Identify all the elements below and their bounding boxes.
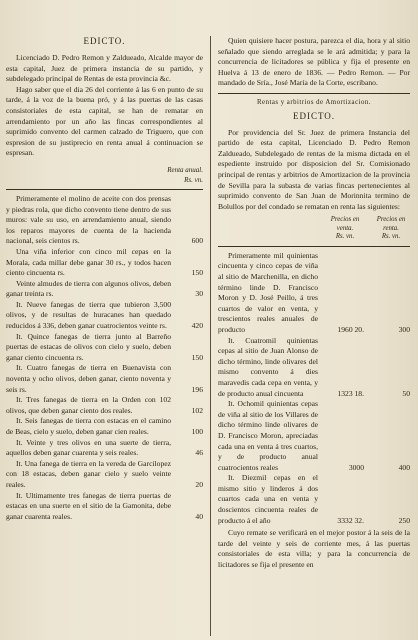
edict-title-left: EDICTO. bbox=[83, 36, 126, 46]
entry-venta-amount: 1960 20. bbox=[337, 324, 364, 334]
property-entry bbox=[218, 336, 410, 400]
auction-closing-paragraph: Cuyo remate se verificará en el mejor postor á la seis de la tarde del veinte y seis de corriente mes, á las puertas consistoriales de esta villa; y para la concurrencia de licitadores se fija el presente en bbox=[218, 528, 410, 570]
property-entry bbox=[218, 399, 410, 473]
entry-renta-amount: 400 bbox=[398, 462, 410, 472]
property-entry bbox=[6, 300, 203, 332]
property-entry bbox=[6, 491, 203, 523]
property-entry bbox=[6, 438, 203, 459]
auction-conditions-paragraph: Quien quisiere hacer postura, parezca el dia, hora y al sitio señalado que siendo arreglada se le ará admitida; y para la concurrencia de licitadores se pública y fija el presente en Huelva á 13 de enero de 1836. — Pedro Remon. — Por mandado de Sría., José María de la Corte, escribano. bbox=[218, 36, 410, 88]
entry-text: It. Ultimamente tres fanegas de tierra puertas de estacas en una suerte en el sitio de la Gamonita, debe ganar cuarenta reales. bbox=[6, 490, 171, 521]
property-entry bbox=[6, 194, 203, 247]
entry-renta-amount: 250 bbox=[398, 515, 410, 525]
property-entry bbox=[6, 279, 203, 300]
left-column bbox=[6, 36, 203, 522]
property-entry bbox=[218, 473, 410, 526]
venta-unit-label: Rs. vn. bbox=[335, 233, 355, 241]
property-entry bbox=[6, 459, 203, 491]
entry-text: Primeramente mil quinientas cincuenta y cinco cepas de viña al sitio de Marchenilla, en dicho término linde D. Francisco Moron y D. José Peillo, á tres cuartos de valor en venta, y trescientos reales anuales de producto bbox=[218, 250, 318, 334]
entry-text: It. Diezmil cepas en el mismo sitio y linderos á dos cuartos cada una en venta y doscientos cincuenta reales de producto á el año bbox=[218, 473, 318, 525]
price-unit-headers bbox=[218, 233, 410, 242]
entry-text: It. Tres fanegas de tierra en la Orden con 102 olivos, que deben ganar ciento dos reales. bbox=[6, 395, 171, 415]
entry-text: It. Veinte y tres olivos en una suerte de tierra, aquellos deben ganar cuarenta y seis reales. bbox=[6, 437, 171, 458]
section-heading: Rentas y arbitrios de Amortizacion. bbox=[257, 98, 371, 106]
entry-amount: 100 bbox=[191, 427, 203, 436]
entry-renta-amount: 300 bbox=[398, 324, 410, 334]
entry-text: Veinte almudes de tierra con algunos olivos, deben ganar treinta rs. bbox=[6, 278, 171, 299]
property-entry bbox=[6, 363, 203, 395]
property-list-left bbox=[6, 194, 203, 522]
entry-renta-amount: 50 bbox=[402, 388, 410, 398]
section-rule bbox=[218, 93, 410, 94]
property-entry bbox=[218, 251, 410, 336]
entry-text: It. Una fanega de tierra en la vereda de Garcilopez con 18 estacas, deben ganar cielo y suelo veinte reales. bbox=[6, 458, 171, 489]
venta-price-label: Precios en venta. bbox=[330, 216, 360, 232]
price-column-headers bbox=[218, 216, 410, 233]
section-rule bbox=[218, 246, 410, 247]
property-entry bbox=[6, 247, 203, 279]
entry-text: It. Ochomil quinientas cepas de viña al sitio de los Villares de dicho término linde olivares de D. Francisco Moron, apreciadas cada una en venta á tres cuartos, y de producto anual cuatrocientos reales bbox=[218, 399, 318, 472]
entry-text: It. Quince fanegas de tierra junto al Barreño puertas de estacas de olivos con cielo y suelo, deben ganar ciento cincuenta rs. bbox=[6, 331, 171, 362]
property-list-right bbox=[218, 251, 410, 526]
entry-text: Primeramente el molino de aceite con dos prensas y piedras rola, que dicho convento tiene dentro de sus muros: vale su uso, en arrendamiento anual, siendo los reparos mayores de cuenta de la hacienda nacional, seis cientos rs. bbox=[6, 193, 171, 246]
section-rule bbox=[6, 189, 203, 190]
entry-text: It. Seis fanegas de tierra con estacas en el camino de Beas, cielo y suelo, deben ganar cien reales. bbox=[6, 416, 171, 436]
edict-providence-paragraph: Por providencia del Sr. Juez de primera Instancia del partido de esta capital, Licenciado D. Pedro Remon Zaldueado, Subdelegado de rentas de la misma dictada en el espediente instruido por disposicion del Sr. Comisionado principal de rentas y arbitrios de Amortizacion de la provincia de Sevilla para la subasta de varias fincas pertenecientes al suprimido convento de San Juan de Morinnita termino de Bolullos por del condado se rematan en renta las siguientes: bbox=[218, 127, 410, 211]
entry-amount: 46 bbox=[195, 448, 203, 458]
entry-amount: 40 bbox=[195, 511, 203, 521]
renta-unit-label: Rs. vn. bbox=[381, 233, 401, 241]
edict-title-right: EDICTO. bbox=[292, 110, 336, 121]
entry-amount: 420 bbox=[191, 321, 203, 331]
entry-text: Una viña inferior con cinco mil cepas en la Morala, cada millar debe ganar 30 rs., y todos hacen ciento cincuenta rs. bbox=[6, 246, 171, 278]
property-entry bbox=[6, 395, 203, 416]
entry-venta-amount: 1323 18. bbox=[337, 388, 364, 398]
renta-price-label: Precios en renta. bbox=[376, 216, 406, 232]
renta-anual-label: Renta anual. bbox=[167, 165, 203, 174]
right-column bbox=[218, 36, 410, 571]
column-divider bbox=[210, 36, 211, 636]
entry-text: It. Cuatromil quinientas cepas al sitio de Juan Alonso de dicho término, linde olivares del mismo convento á dies maravedis cada cepa en venta, y de producto anual cincuenta bbox=[218, 335, 318, 398]
edict-issuer-paragraph: Licenciado D. Pedro Remon y Zaldueado, Alcalde mayor de esta capital, Juez de primera instancia de su partido, y subdelegado principal de Rentas de esta provincia &c. bbox=[6, 53, 203, 84]
entry-venta-amount: 3000 bbox=[348, 462, 364, 472]
entry-text: It. Cuatro fanegas de tierra en Buenavista con noventa y ocho olivos, deben ganar, ciento noventa y seis rs. bbox=[6, 363, 171, 394]
entry-amount: 196 bbox=[191, 384, 203, 394]
entry-amount: 600 bbox=[191, 236, 203, 246]
entry-amount: 150 bbox=[191, 268, 203, 278]
entry-amount: 30 bbox=[195, 289, 203, 299]
rs-unit-label: Rs. vn. bbox=[184, 175, 203, 184]
entry-venta-amount: 3332 32. bbox=[337, 515, 364, 525]
entry-amount: 150 bbox=[191, 352, 203, 362]
entry-amount: 20 bbox=[195, 479, 203, 489]
property-entry bbox=[6, 332, 203, 364]
entry-text: It. Nueve fanegas de tierra que tubieron 3,500 olivos, y de resultas de huracanes han quedado reducidos á 336, deben ganar cuatrocientos veinte rs. bbox=[6, 299, 171, 331]
edict-notice-paragraph: Hago saber que el dia 26 del corriente á las 6 en punto de su tarde, á la voz de la buena pró, y á las puertas de las casas consistoriales de esta capital, se han de rematar en arrendamiento por un año las fincas correspondientes al suprimido convento del carmen calzado de Triguero, que con espresion de su justiprecio en renta anual á continuacion se espresan. bbox=[6, 84, 203, 158]
entry-amount: 102 bbox=[191, 405, 203, 415]
property-entry bbox=[6, 416, 203, 437]
